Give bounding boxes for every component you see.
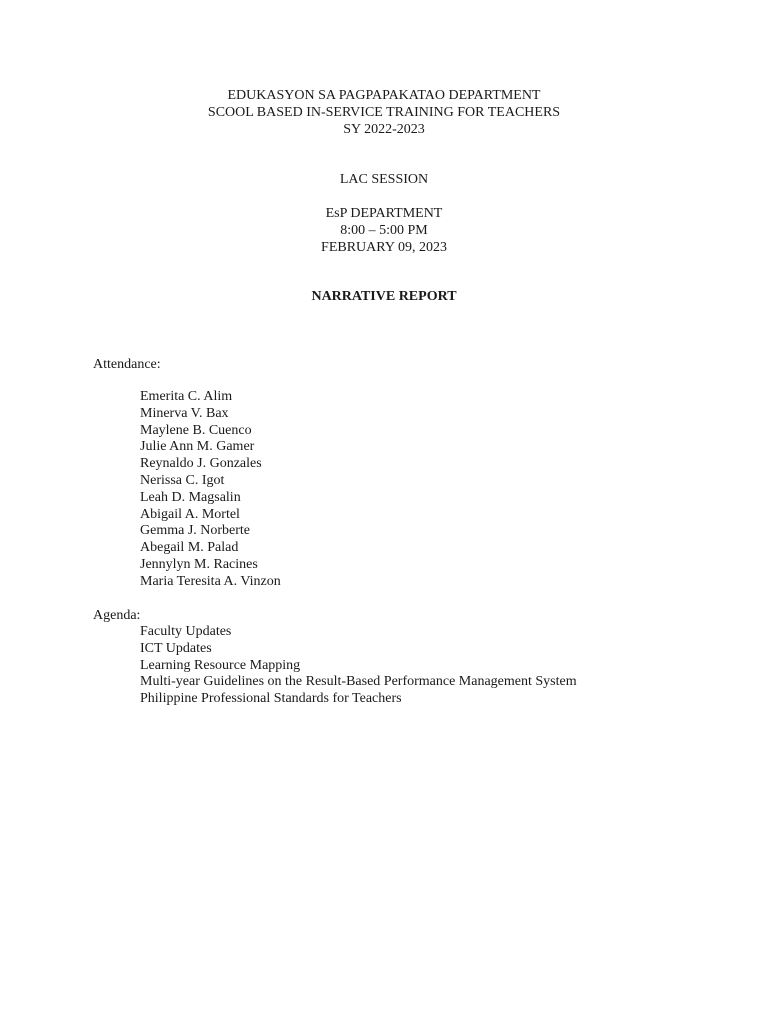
report-title: NARRATIVE REPORT (311, 289, 457, 304)
session-department: EsP DEPARTMENT (325, 206, 443, 221)
session-title-block (0, 171, 768, 188)
agenda-item: Faculty Updates (140, 624, 232, 639)
attendee-name: Leah D. Magsalin (140, 489, 241, 505)
session-details (0, 205, 768, 256)
attendee-name: Gemma J. Norberte (140, 523, 251, 539)
header-training: SCOOL BASED IN-SERVICE TRAINING FOR TEACHERS (207, 105, 561, 120)
attendee-name: Julie Ann M. Gamer (140, 439, 255, 455)
attendee-name: Jennylyn M. Racines (140, 556, 258, 572)
attendee-name: Minerva V. Bax (140, 405, 229, 421)
agenda-item: Multi-year Guidelines on the Result-Based Performance Management System (140, 674, 577, 690)
attendance-list (140, 389, 281, 591)
attendee-name: Reynaldo J. Gonzales (140, 456, 262, 472)
agenda-item: Learning Resource Mapping (140, 657, 301, 673)
agenda-list (140, 624, 577, 708)
attendee-name: Nerissa C. Igot (140, 472, 225, 488)
session-time: 8:00 – 5:00 PM (340, 223, 428, 238)
attendee-name: Abegail M. Palad (140, 540, 239, 556)
attendee-name: Maria Teresita A. Vinzon (140, 573, 281, 589)
document-header (0, 87, 768, 138)
attendee-name: Abigail A. Mortel (140, 506, 240, 522)
attendance-label: Attendance: (93, 357, 161, 372)
agenda-item: ICT Updates (140, 640, 212, 656)
header-department: EDUKASYON SA PAGPAPAKATAO DEPARTMENT (227, 88, 541, 103)
session-date: FEBRUARY 09, 2023 (321, 240, 447, 255)
session-title: LAC SESSION (339, 172, 429, 187)
attendee-name: Maylene B. Cuenco (140, 422, 252, 438)
header-school-year: SY 2022-2023 (343, 122, 425, 137)
attendee-name: Emerita C. Alim (140, 389, 233, 404)
agenda-label: Agenda: (93, 608, 141, 623)
agenda-item: Philippine Professional Standards for Teachers (140, 691, 402, 707)
